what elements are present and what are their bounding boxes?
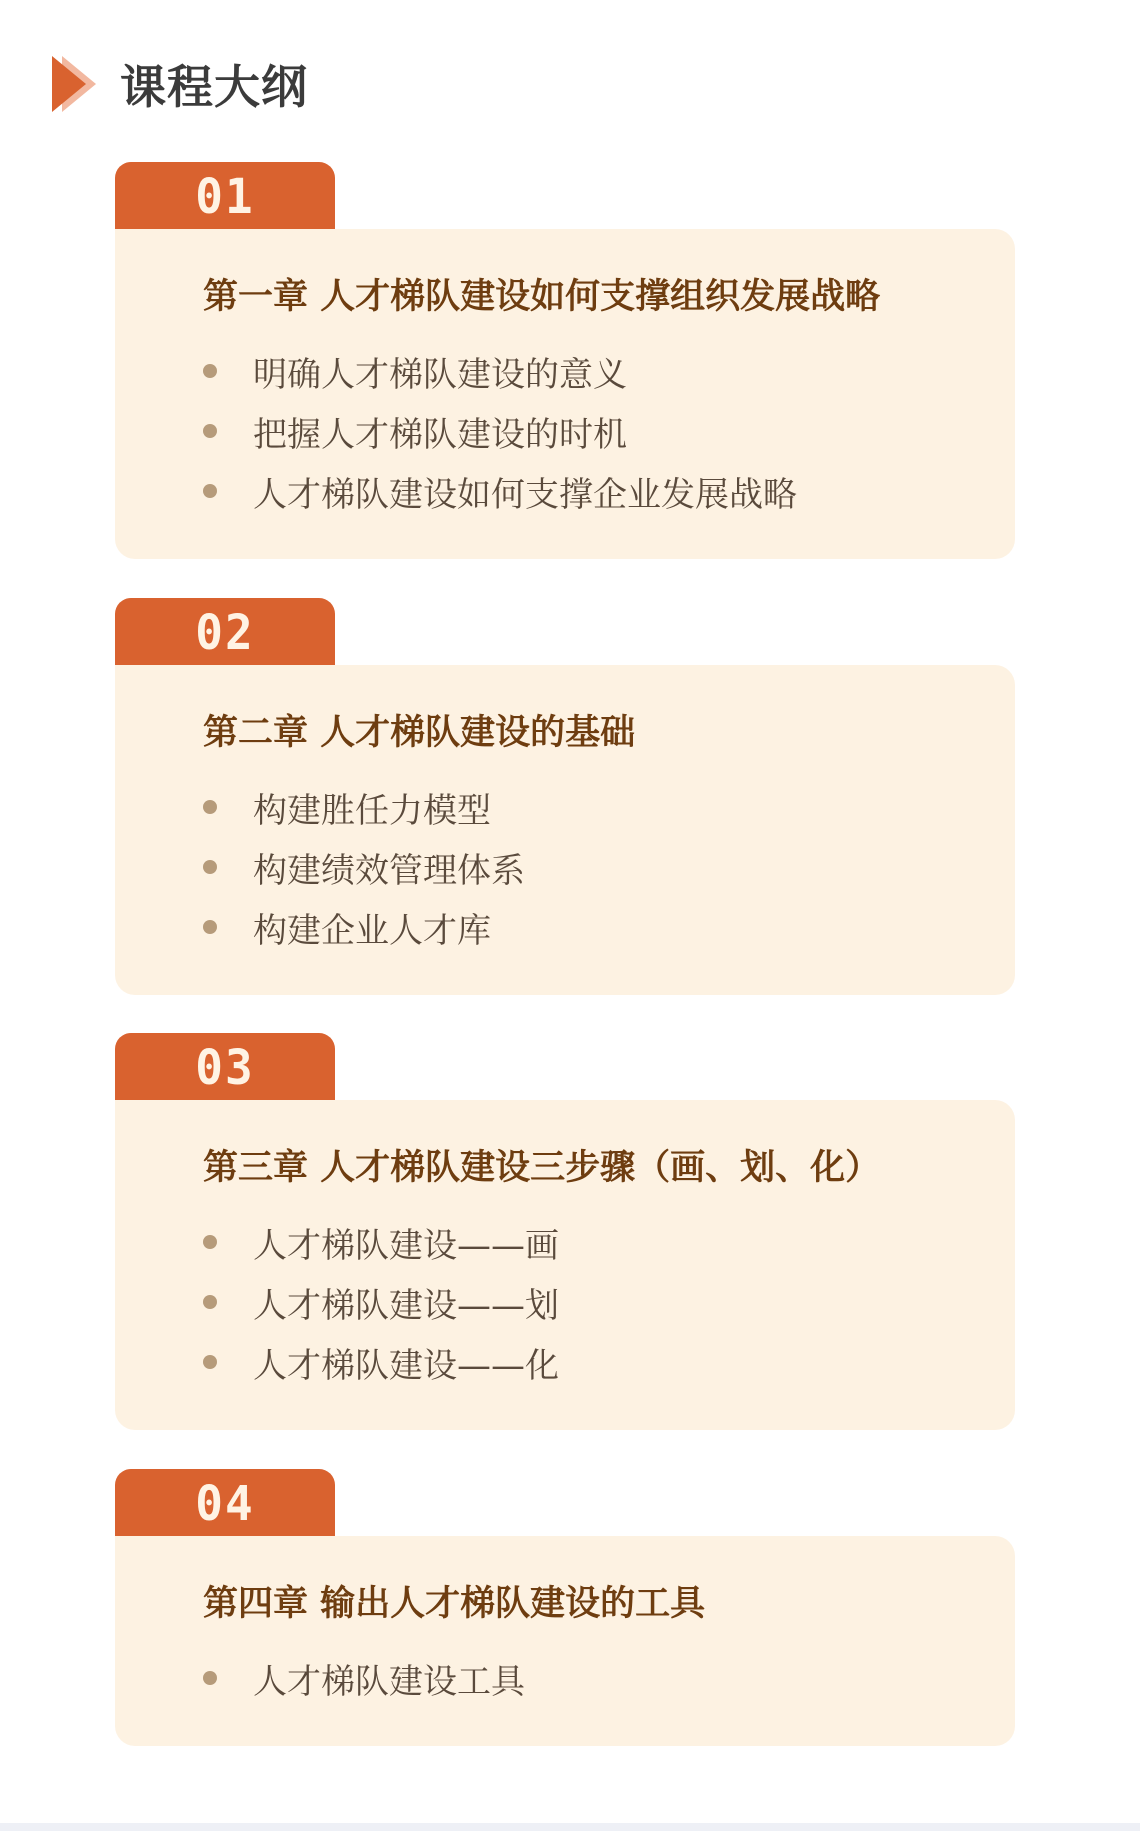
list-item <box>203 1648 525 1708</box>
bullet-dot-icon <box>203 800 217 814</box>
list-item-label: 人才梯队建设工具 <box>253 1661 525 1702</box>
list-item <box>203 461 797 521</box>
chapter-number: 04 <box>195 1474 255 1532</box>
list-item <box>203 1332 559 1392</box>
chapter-number-tab <box>115 1033 335 1101</box>
bullet-dot-icon <box>203 424 217 438</box>
list-item-label: 人才梯队建设——化 <box>253 1345 559 1386</box>
chapter-card <box>115 229 1015 559</box>
chapter-section-3 <box>115 1033 1015 1431</box>
chapter-section-1 <box>115 162 1015 560</box>
chapter-title: 第三章 人才梯队建设三步骤（画、划、化） <box>203 1148 881 1188</box>
bullet-dot-icon <box>203 920 217 934</box>
chapter-number-tab <box>115 162 335 230</box>
chapter-title: 第二章 人才梯队建设的基础 <box>203 713 636 753</box>
list-item <box>203 1272 559 1332</box>
chapter-number-tab <box>115 598 335 666</box>
bullet-dot-icon <box>203 860 217 874</box>
chapter-number: 01 <box>195 167 255 225</box>
list-item-label: 构建企业人才库 <box>253 910 491 951</box>
bullet-dot-icon <box>203 1295 217 1309</box>
page-header <box>48 52 308 116</box>
chapter-card <box>115 665 1015 995</box>
chapter-number: 03 <box>195 1038 255 1096</box>
list-item <box>203 401 797 461</box>
bullet-dot-icon <box>203 484 217 498</box>
list-item-label: 把握人才梯队建设的时机 <box>253 414 627 455</box>
bullet-dot-icon <box>203 1235 217 1249</box>
chapter-item-list <box>203 341 797 521</box>
chapter-item-list <box>203 1212 559 1392</box>
list-item <box>203 341 797 401</box>
chapter-card <box>115 1536 1015 1746</box>
chapter-section-2 <box>115 598 1015 996</box>
list-item <box>203 1212 559 1272</box>
list-item-label: 构建胜任力模型 <box>253 790 491 831</box>
bullet-dot-icon <box>203 364 217 378</box>
page-title: 课程大纲 <box>120 60 308 114</box>
chapter-section-4 <box>115 1469 1015 1747</box>
list-item-label: 构建绩效管理体系 <box>253 850 525 891</box>
chapter-title: 第四章 输出人才梯队建设的工具 <box>203 1584 706 1624</box>
chapter-card <box>115 1100 1015 1430</box>
list-item-label: 明确人才梯队建设的意义 <box>253 354 627 395</box>
list-item <box>203 777 525 837</box>
bullet-dot-icon <box>203 1355 217 1369</box>
list-item-label: 人才梯队建设如何支撑企业发展战略 <box>253 474 797 515</box>
chapter-item-list <box>203 777 525 957</box>
play-arrow-icon <box>48 52 100 116</box>
chapter-number: 02 <box>195 603 255 661</box>
list-item <box>203 837 525 897</box>
chapter-title: 第一章 人才梯队建设如何支撑组织发展战略 <box>203 277 881 317</box>
footer-divider <box>0 1823 1140 1831</box>
list-item-label: 人才梯队建设——画 <box>253 1225 559 1266</box>
bullet-dot-icon <box>203 1671 217 1685</box>
chapter-number-tab <box>115 1469 335 1537</box>
list-item <box>203 897 525 957</box>
list-item-label: 人才梯队建设——划 <box>253 1285 559 1326</box>
chapter-item-list <box>203 1648 525 1708</box>
